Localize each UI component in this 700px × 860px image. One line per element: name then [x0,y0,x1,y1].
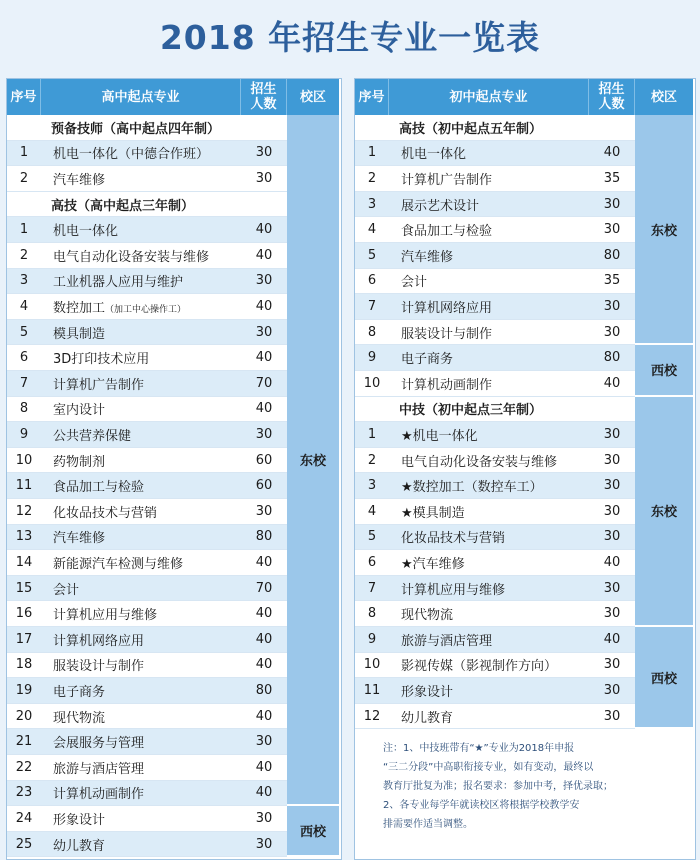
major-name: 食品加工与检验 [401,224,493,240]
table-row [7,576,287,602]
table-row [7,755,287,781]
table-row [7,166,287,192]
major-name: 幼儿教育 [401,710,454,726]
table-row [355,601,635,627]
header-major: 高中起点专业 [41,79,241,115]
row-number: 1 [19,222,29,238]
quota-value: 80 [603,350,621,366]
table-row [7,781,287,807]
row-number: 7 [367,298,377,314]
quota-value: 40 [255,350,273,366]
quota-value: 30 [603,478,621,494]
quota-value: 30 [255,426,273,442]
quota-value: 30 [603,708,621,724]
row-number: 23 [15,785,33,801]
campus-west: 西校 [635,345,693,394]
table-row [7,704,287,730]
quota-value: 70 [255,580,273,596]
quota-value: 30 [603,606,621,622]
table-row [355,627,635,653]
major-name: 形象设计 [53,812,106,828]
table-row [7,422,287,448]
major-name: 药物制剂 [53,454,106,470]
table-header [355,79,693,115]
row-number: 8 [367,606,377,622]
quota-value: 40 [603,631,621,647]
major-name: 影视传媒（影视制作方向） [401,659,558,675]
table-row [355,550,635,576]
row-number: 5 [367,247,377,263]
quota-value: 80 [255,529,273,545]
row-number: 15 [15,580,33,596]
campus-east: 东校 [287,115,339,804]
left-table [6,78,342,860]
row-number: 10 [15,452,33,468]
major-name: 汽车维修 [401,249,454,265]
quota-value: 30 [255,810,273,826]
header-campus: 校区 [650,89,677,105]
row-number: 8 [367,324,377,340]
major-name: 计算机网络应用 [401,300,493,316]
quota-value: 30 [603,580,621,596]
quota-value: 35 [603,170,621,186]
quota-value: 70 [255,375,273,391]
table-row [355,499,635,525]
table-row [7,397,287,423]
quota-value: 40 [603,145,621,161]
row-number: 19 [15,682,33,698]
table-row [7,217,287,243]
major-name: 会展服务与管理 [53,736,145,752]
table-row [355,704,635,730]
quota-value: 30 [255,145,273,161]
section-title-text: 中技（初中起点三年制） [399,403,543,419]
major-name: 室内设计 [53,403,106,419]
table-row [7,729,287,755]
quota-value: 30 [603,298,621,314]
table-row [355,422,635,448]
quota-value: 40 [255,631,273,647]
row-number: 2 [19,247,29,263]
quota-value: 30 [603,222,621,238]
table-row [355,217,635,243]
row-number: 8 [19,401,29,417]
row-number: 3 [19,273,29,289]
section-title-text: 高技（初中起点五年制） [399,121,543,137]
quota-value: 30 [255,503,273,519]
major-name: 会计 [53,582,80,598]
header-campus: 校区 [299,89,326,105]
section-title [355,115,635,141]
row-number: 4 [367,222,377,238]
table-row [355,448,635,474]
major-name: 电气自动化设备安装与维修 [53,249,210,265]
row-number: 1 [367,426,377,442]
table-row [355,320,635,346]
footnote-line: 教育厅批复为准；报名要求：参加中考，择优录取； [383,781,613,793]
major-note: （加工中心操作工） [105,304,187,315]
row-number: 1 [19,145,29,161]
major-name: 机电一体化 [53,224,119,240]
row-number: 11 [15,478,33,494]
major-name: 计算机应用与维修 [401,582,506,598]
quota-value: 40 [603,375,621,391]
quota-value: 40 [255,708,273,724]
footnote-line: 2、各专业每学年就读校区将根据学校教学安 [383,800,580,812]
row-number: 3 [367,196,377,212]
table-row [7,371,287,397]
major-name: ★数控加工（数控车工） [401,480,543,496]
major-name: 计算机网络应用 [53,633,145,649]
campus-east: 东校 [635,397,693,625]
major-name: 服装设计与制作 [53,659,145,675]
quota-value: 30 [603,324,621,340]
row-number: 24 [15,810,33,826]
footnote-line: 注：1、中技班带有“★”专业为2018年申报 [383,743,575,755]
major-name: ★汽车维修 [401,556,465,572]
major-name: 汽车维修 [53,172,106,188]
row-number: 10 [363,375,381,391]
row-number: 7 [367,580,377,596]
major-name: 化妆品技术与营销 [401,531,506,547]
quota-value: 30 [603,196,621,212]
major-name: 计算机动画制作 [401,377,493,393]
table-row [7,345,287,371]
quota-value: 30 [255,836,273,852]
major-name: 计算机广告制作 [401,172,493,188]
campus-west: 西校 [287,806,339,855]
quota-value: 80 [255,682,273,698]
quota-value: 40 [255,759,273,775]
row-number: 5 [19,324,29,340]
major-name: 公共营养保健 [53,428,132,444]
row-number: 20 [15,708,33,724]
major-name: 计算机动画制作 [53,787,145,803]
table-row [7,243,287,269]
table-row [355,576,635,602]
quota-value: 40 [255,401,273,417]
table-row [355,166,635,192]
table-row [355,243,635,269]
table-row [7,448,287,474]
major-name: ★机电一体化 [401,428,478,444]
table-row [7,653,287,679]
footnote-line: 排需要作适当调整。 [383,819,473,831]
quota-value: 60 [255,452,273,468]
quota-value: 30 [255,324,273,340]
table-row [7,832,287,858]
row-number: 11 [363,682,381,698]
quota-value: 30 [603,426,621,442]
quota-value: 40 [255,247,273,263]
section-title [7,192,287,218]
quota-value: 30 [603,682,621,698]
section-title [7,115,287,141]
quota-value: 30 [255,273,273,289]
row-number: 2 [367,452,377,468]
row-number: 10 [363,657,381,673]
quota-value: 40 [255,222,273,238]
table-row [7,550,287,576]
row-number: 9 [19,426,29,442]
row-number: 12 [15,503,33,519]
major-name: 机电一体化 [401,147,467,163]
major-name: 电子商务 [401,352,454,368]
section-title-text: 预备技师（高中起点四年制） [51,121,221,137]
major-name: 计算机广告制作 [53,377,145,393]
row-number: 4 [19,298,29,314]
quota-value: 30 [255,734,273,750]
header-no: 序号 [7,79,41,115]
footnote-line: “三二分段”中高职衔接专业，如有变动，最终以 [383,762,594,774]
row-number: 2 [367,170,377,186]
table-row [7,141,287,167]
table-row [355,525,635,551]
table-row [7,627,287,653]
table-row [7,499,287,525]
major-name: 计算机应用与维修 [53,608,158,624]
table-row [355,192,635,218]
table-row [355,473,635,499]
section-title-text: 高技（高中起点三年制） [51,198,195,214]
quota-value: 80 [603,247,621,263]
major-name: ★模具制造 [401,505,465,521]
quota-value: 30 [603,503,621,519]
table-row [7,269,287,295]
table-row [355,653,635,679]
table-row [7,525,287,551]
quota-value: 40 [255,657,273,673]
quota-value: 40 [255,785,273,801]
row-number: 9 [367,350,377,366]
major-name: 化妆品技术与营销 [53,505,158,521]
quota-value: 40 [255,606,273,622]
row-number: 12 [363,708,381,724]
header-quota: 招生 人数 [589,79,635,115]
row-number: 22 [15,759,33,775]
major-name: 模具制造 [53,326,106,342]
row-number: 1 [367,145,377,161]
row-number: 13 [15,529,33,545]
page-title: 2018 年招生专业一览表 [159,18,541,57]
quota-value: 30 [603,529,621,545]
major-name: 展示艺术设计 [401,198,480,214]
row-number: 16 [15,606,33,622]
quota-value: 40 [255,554,273,570]
row-number: 9 [367,631,377,647]
table-row [355,294,635,320]
row-number: 6 [19,350,29,366]
row-number: 5 [367,529,377,545]
right-table [354,78,696,860]
row-number: 6 [367,273,377,289]
major-name: 工业机器人应用与维护 [53,275,184,291]
major-name: 机电一体化（中德合作班） [53,147,210,163]
major-name: 形象设计 [401,684,454,700]
table-row [7,320,287,346]
major-name: 现代物流 [53,710,106,726]
major-name: 3D打印技术应用 [53,352,150,368]
header-no: 序号 [355,79,389,115]
table-row [7,294,287,320]
table-row [355,141,635,167]
quota-value: 30 [603,452,621,468]
row-number: 3 [367,478,377,494]
major-name: 汽车维修 [53,531,106,547]
row-number: 4 [367,503,377,519]
row-number: 18 [15,657,33,673]
quota-value: 60 [255,478,273,494]
row-number: 17 [15,631,33,647]
major-name: 服装设计与制作 [401,326,493,342]
section-title [355,397,635,423]
quota-value: 30 [255,170,273,186]
row-number: 21 [15,734,33,750]
header-quota: 招生 人数 [241,79,287,115]
row-number: 25 [15,836,33,852]
table-row [355,371,635,397]
major-name: 旅游与酒店管理 [401,633,493,649]
table-row [355,678,635,704]
major-name: 数控加工（加工中心操作工） [53,300,187,316]
major-name: 电子商务 [53,684,106,700]
table-row [7,806,287,832]
major-name: 食品加工与检验 [53,480,145,496]
row-number: 2 [19,170,29,186]
row-number: 6 [367,554,377,570]
major-name: 新能源汽车检测与维修 [53,556,184,572]
major-name: 会计 [401,275,428,291]
campus-east: 东校 [635,115,693,343]
major-name: 电气自动化设备安装与维修 [401,454,558,470]
table-header [7,79,339,115]
header-major: 初中起点专业 [389,79,589,115]
major-name: 幼儿教育 [53,838,106,854]
major-name: 现代物流 [401,608,454,624]
quota-value: 40 [255,298,273,314]
row-number: 7 [19,375,29,391]
quota-value: 40 [603,554,621,570]
campus-west: 西校 [635,627,693,727]
table-row [7,678,287,704]
table-row [355,345,635,371]
major-name: 旅游与酒店管理 [53,761,145,777]
quota-value: 35 [603,273,621,289]
row-number: 14 [15,554,33,570]
table-row [7,473,287,499]
quota-value: 30 [603,657,621,673]
table-row [355,269,635,295]
table-row [7,601,287,627]
